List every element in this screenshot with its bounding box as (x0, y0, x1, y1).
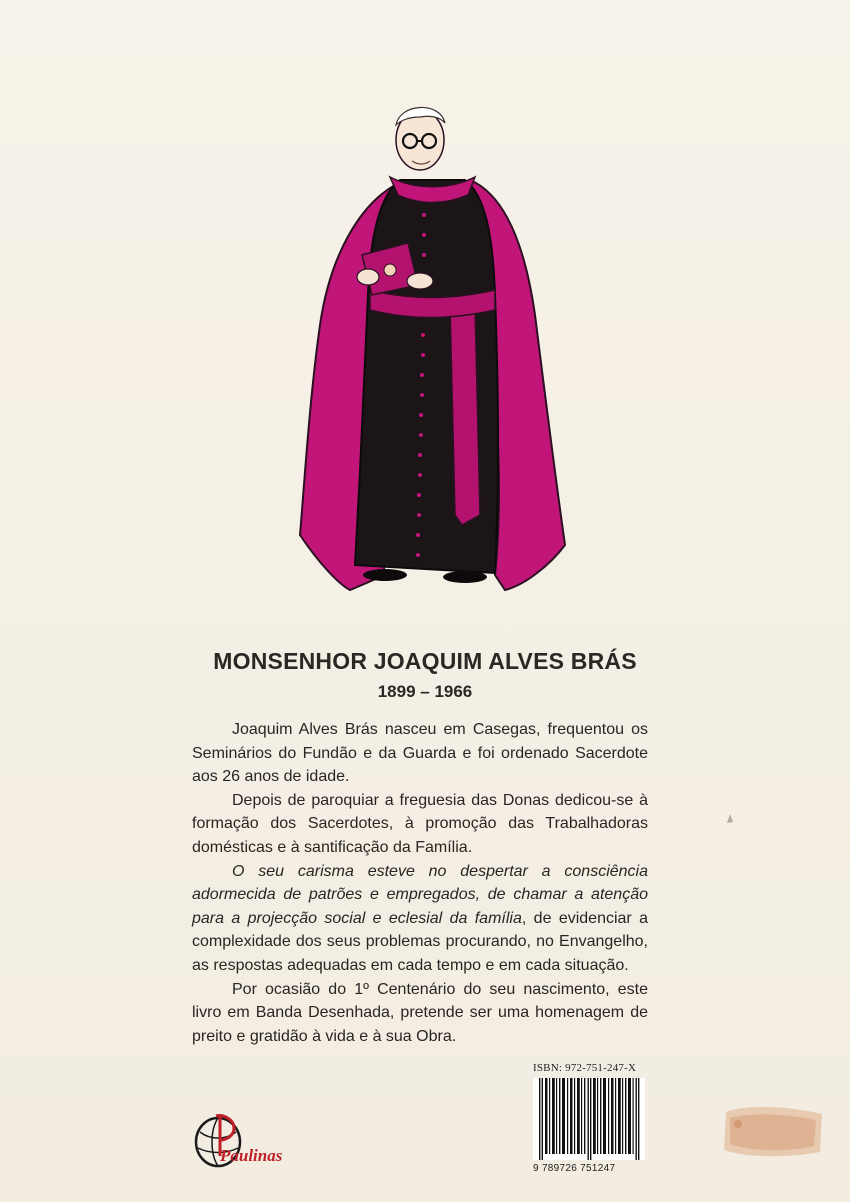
life-dates: 1899 – 1966 (377, 682, 473, 701)
synopsis-paragraph-3-rest: , de evidenciar a complexidade dos seus problemas procurando, no Envangelho, as respostas adequadas em cada tempo e em cada situação. (192, 909, 649, 974)
synopsis-paragraph-2: Depois de paroquiar a freguesia das Donas dedicou-se à formação dos Sacerdotes, à promoção das Trabalhadoras domésticas e à santificação da Família. (192, 791, 648, 856)
synopsis-paragraph-3 (192, 860, 648, 978)
book-title: MONSENHOR JOAQUIM ALVES BRÁS (213, 648, 637, 674)
isbn-label: ISBN: 972-751-247-X (533, 1062, 637, 1074)
synopsis-paragraph-3-italic: O seu carisma esteve no despertar a consciência adormecida de patrões e empregados, de chamar a atenção para a projecção social e eclesial da família (192, 862, 648, 927)
barcode-number: 9 789726 751247 (533, 1163, 616, 1174)
synopsis-text (192, 718, 648, 1048)
synopsis-paragraph-1: Joaquim Alves Brás nasceu em Casegas, frequentou os Seminários do Fundão e da Guarda e foi ordenado Sacerdote aos 26 anos de idade. (192, 721, 648, 786)
ean-barcode (533, 1078, 645, 1160)
monsignor-portrait-illustration (290, 95, 580, 595)
sticker-residue (718, 1102, 828, 1160)
barcode-block (533, 1062, 649, 1174)
paulinas-logo (190, 1110, 285, 1175)
page-speck (726, 814, 734, 824)
publisher-name: Paulinas (220, 1146, 283, 1165)
synopsis-paragraph-4: Por ocasião do 1º Centenário do seu nascimento, este livro em Banda Desenhada, pretende ser uma homenagem de preito e gratidão à vida e à sua Obra. (192, 980, 648, 1045)
